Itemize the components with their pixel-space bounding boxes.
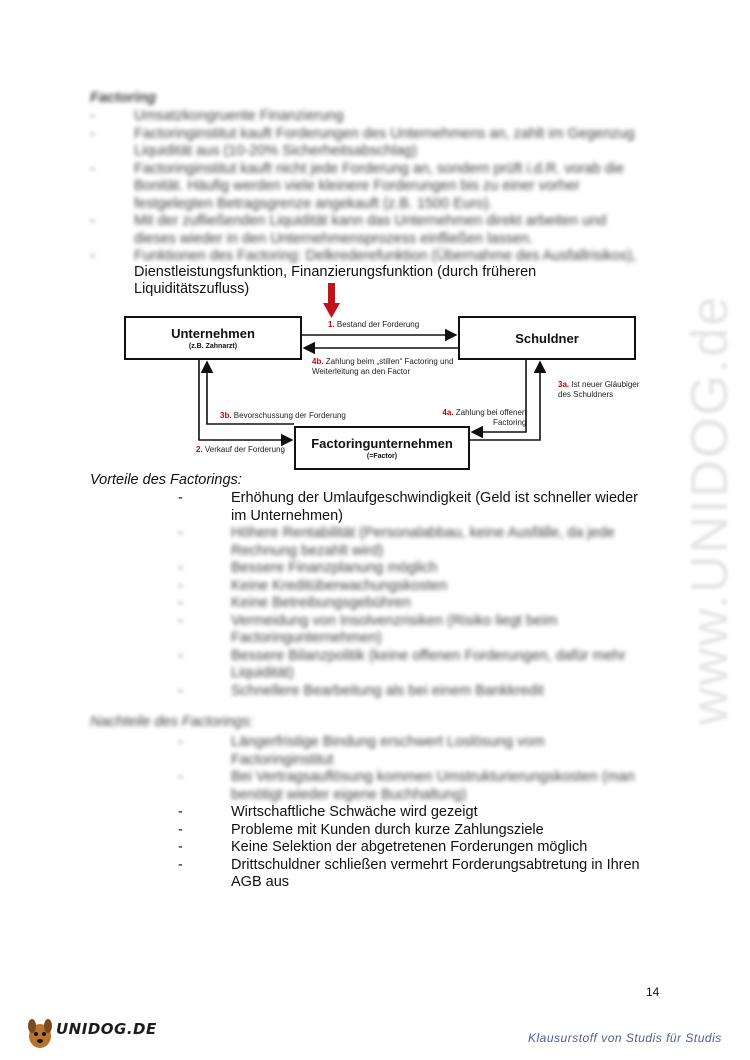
intro-bullet-marker: -	[90, 213, 95, 229]
advantage-line: Erhöhung der Umlaufgeschwindigkeit (Geld ist schneller wieder	[231, 490, 639, 506]
label-3b: 3b. Bevorschussung der Forderung	[220, 411, 346, 420]
intro-bullet-line: Factoringinstitut kauft Forderungen des Unternehmens an, zahlt im Gegenzug	[134, 125, 635, 142]
disadvantage-dash: -	[178, 769, 183, 785]
label-4a: 4a. Zahlung bei offenen Factoring	[442, 408, 527, 427]
advantage-dash: -	[178, 682, 183, 699]
advantage-line: Factoringunternehmen)	[231, 630, 382, 646]
box-debtor-title: Schuldner	[515, 330, 579, 346]
intro-bullet-line: Mit der zufließenden Liquidität kann das Unternehmen direkt arbeiten und	[134, 213, 607, 229]
diagram-arrows	[0, 0, 750, 480]
arrow-new-creditor	[470, 362, 540, 440]
label-2: 2. Verkauf der Forderung	[196, 445, 285, 454]
intro-bullet-marker: -	[90, 160, 95, 177]
advantage-line: Liquidität)	[231, 665, 294, 681]
box-factor-title: Factoringunternehmen	[311, 436, 453, 451]
label-1: 1. Bestand der Forderung	[328, 320, 420, 329]
disadvantage-dash: -	[178, 856, 183, 873]
watermark-text: www.UNIDOG.de	[681, 294, 739, 726]
disadvantage-line: Drittschuldner schließen vermehrt Forderungsabtretung in Ihren	[231, 856, 640, 873]
disadvantage-line: Factoringinstitut	[231, 751, 334, 768]
label-4b: 4b. Zahlung beim „stillen“ Factoring und Weiterleitung an den Factor	[312, 357, 454, 376]
advantage-line: Schnellere Bearbeitung als bei einem Bankkredit	[231, 682, 544, 699]
disadvantage-dash: -	[178, 839, 183, 855]
advantage-dash: -	[178, 647, 183, 664]
advantage-dash: -	[178, 577, 183, 594]
advantage-dash: -	[178, 490, 183, 506]
function-line-1: Dienstleistungsfunktion, Finanzierungsfunktion (durch früheren	[134, 264, 537, 280]
box-company	[124, 316, 302, 360]
disadvantages-title: Nachteile des Factorings:	[90, 714, 254, 730]
logo-text: UNIDOG.DE	[56, 1020, 157, 1038]
disadvantage-line: Keine Selektion der abgetretenen Forderungen möglich	[231, 839, 588, 855]
intro-bullet-line: Bonität. Häufig werden viele kleinere Forderungen bis zu einer vorher	[134, 178, 580, 194]
disadvantage-dash: -	[178, 734, 183, 750]
arrow-sale	[199, 358, 292, 440]
box-company-title: Unternehmen	[171, 326, 255, 341]
advantage-line: Rechnung bezahlt wird)	[231, 542, 384, 559]
advantage-line: Höhere Rentabilität (Personalabbau, keine Ausfälle, da jede	[231, 525, 615, 541]
box-debtor	[458, 316, 636, 360]
advantage-dash: -	[178, 560, 183, 576]
red-arrow-shaft	[328, 283, 335, 305]
disadvantage-line: Bei Vertragsauflösung kommen Umstrukturierungskosten (man	[231, 769, 635, 785]
label-3a: 3a. Ist neuer Gläubiger des Schuldners	[558, 380, 640, 399]
section-title: Factoring	[90, 90, 157, 106]
disadvantage-line: Probleme mit Kunden durch kurze Zahlungsziele	[231, 821, 544, 838]
disadvantage-dash: -	[178, 804, 183, 820]
box-company-sub: (z.B. Zahnarzt)	[188, 343, 238, 350]
advantage-line: Bessere Finanzplanung möglich	[231, 560, 438, 576]
disadvantage-line: Längerfristige Bindung erschwert Loslösung vom	[231, 734, 545, 750]
advantage-line: Keine Betreibungsgebühren	[231, 595, 411, 611]
intro-bullet-marker: -	[90, 248, 95, 264]
advantage-line: Keine Kreditüberwachungskosten	[231, 577, 448, 594]
intro-bullet-line: Funktionen des Factoring: Delkrederefunktion (Übernahme des Ausfallrisikos),	[134, 248, 637, 264]
dog-icon	[22, 1014, 58, 1052]
intro-bullet-line: festgelegten Betragsgrenze angekauft (z.B. 1500 Euro).	[134, 195, 493, 212]
intro-bullet-marker: -	[90, 108, 95, 124]
advantages-title: Vorteile des Factorings:	[90, 472, 242, 488]
footer-tagline: Klausurstoff von Studis für Studis	[528, 1031, 722, 1045]
advantage-line: Bessere Bilanzpolitik (keine offenen Forderungen, dafür mehr	[231, 647, 626, 664]
advantage-dash: -	[178, 612, 183, 629]
intro-bullet-line: Factoringinstitut kauft nicht jede Forderung an, sondern prüft i.d.R. vorab die	[134, 160, 625, 177]
disadvantage-dash: -	[178, 821, 183, 838]
disadvantage-line: benötigt wieder eigene Buchhaltung)	[231, 786, 467, 803]
box-factor-sub: (=Factor)	[366, 453, 398, 460]
advantage-line: im Unternehmen)	[231, 507, 344, 524]
box-factor	[294, 426, 470, 470]
red-arrow-head	[323, 303, 340, 318]
intro-bullet-line: dieses wieder in den Unternehmensprozess einfließen lassen.	[134, 230, 533, 247]
intro-bullet-line: Liquidität aus (10-20% Sicherheitsabschlag)	[134, 143, 417, 159]
advantage-dash: -	[178, 525, 183, 541]
footer-logo	[22, 1014, 162, 1052]
disadvantage-line: Wirtschaftliche Schwäche wird gezeigt	[231, 804, 478, 820]
advantage-line: Vermeidung von Insolvenzrisiken (Risiko liegt beim	[231, 612, 558, 629]
page-number: 14	[646, 985, 660, 999]
advantage-dash: -	[178, 595, 183, 611]
disadvantage-line: AGB aus	[231, 874, 290, 890]
intro-bullet-line: Umsatzkongruente Finanzierung	[134, 108, 344, 124]
function-line-2: Liquiditätszufluss)	[134, 281, 250, 297]
intro-bullet-marker: -	[90, 125, 95, 142]
